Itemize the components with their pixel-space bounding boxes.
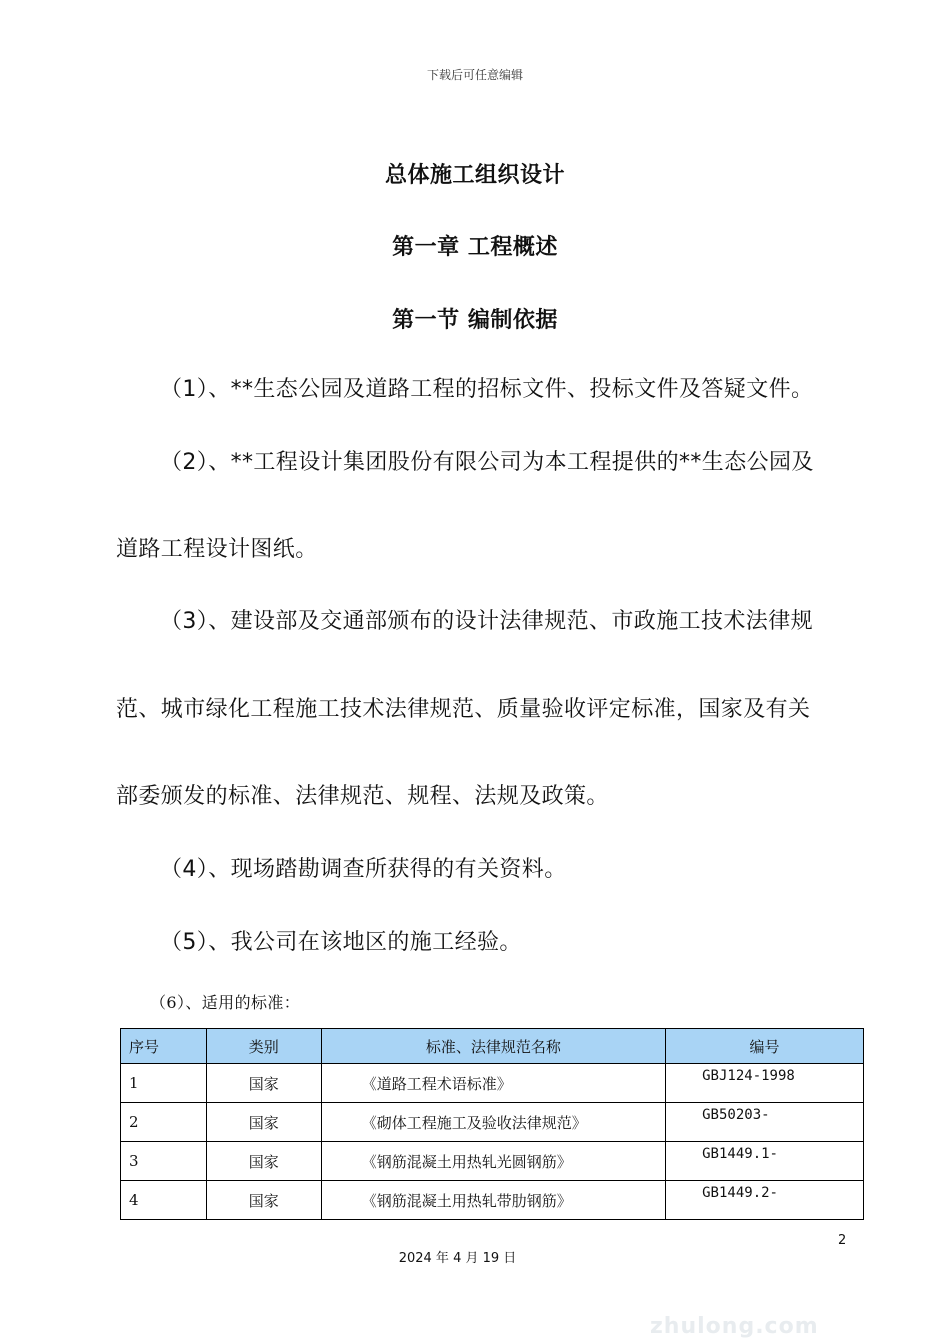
- cell-code: GBJ124-1998: [666, 1064, 864, 1103]
- cell-name: 《道路工程术语标准》: [321, 1064, 665, 1103]
- table-row: [121, 1103, 864, 1142]
- cell-code: GB1449.1-: [666, 1142, 864, 1181]
- header-code: 编号: [666, 1029, 864, 1064]
- chapter-heading: 第一章 工程概述: [392, 235, 558, 260]
- cell-category: 国家: [206, 1103, 321, 1142]
- cell-code: GB1449.2-: [666, 1181, 864, 1220]
- header-note: 下载后可任意编辑: [426, 68, 523, 82]
- page-number: 2: [838, 1233, 847, 1248]
- standards-table: [120, 1028, 864, 1220]
- table-row: [121, 1181, 864, 1220]
- cell-no: 2: [121, 1103, 207, 1142]
- table-row: [121, 1064, 864, 1103]
- paragraph-2-line-2: 道路工程设计图纸。: [116, 537, 318, 562]
- paragraph-5: （5）、我公司在该地区的施工经验。: [160, 930, 522, 955]
- header-category: 类别: [206, 1029, 321, 1064]
- paragraph-3-line-3: 部委颁发的标准、法律规范、规程、法规及政策。: [116, 784, 609, 809]
- paragraph-3-line-1: （3）、建设部及交通部颁布的设计法律规范、市政施工技术法律规: [160, 609, 813, 634]
- watermark-text: zhulong.com: [650, 1314, 819, 1339]
- cell-name: 《砌体工程施工及验收法律规范》: [321, 1103, 665, 1142]
- paragraph-2-line-1: （2）、**工程设计集团股份有限公司为本工程提供的**生态公园及: [160, 450, 814, 475]
- cell-category: 国家: [206, 1064, 321, 1103]
- cell-no: 4: [121, 1181, 207, 1220]
- cell-name: 《钢筋混凝土用热轧带肋钢筋》: [321, 1181, 665, 1220]
- section-heading: 第一节 编制依据: [392, 308, 558, 333]
- cell-no: 1: [121, 1064, 207, 1103]
- table-header-row: [121, 1029, 864, 1064]
- header-name: 标准、法律规范名称: [321, 1029, 665, 1064]
- cell-code: GB50203-: [666, 1103, 864, 1142]
- cell-category: 国家: [206, 1142, 321, 1181]
- paragraph-1: （1）、**生态公园及道路工程的招标文件、投标文件及答疑文件。: [160, 377, 814, 402]
- paragraph-6: （6）、适用的标准：: [150, 993, 301, 1012]
- paragraph-3-line-2: 范、城市绿化工程施工技术法律规范、质量验收评定标准，国家及有关: [116, 697, 811, 722]
- document-title: 总体施工组织设计: [384, 163, 565, 188]
- cell-category: 国家: [206, 1181, 321, 1220]
- cell-no: 3: [121, 1142, 207, 1181]
- cell-name: 《钢筋混凝土用热轧光圆钢筋》: [321, 1142, 665, 1181]
- paragraph-4: （4）、现场踏勘调查所获得的有关资料。: [160, 857, 567, 882]
- header-no: 序号: [121, 1029, 207, 1064]
- table-row: [121, 1142, 864, 1181]
- footer-date: 2024 年 4 月 19 日: [398, 1251, 517, 1266]
